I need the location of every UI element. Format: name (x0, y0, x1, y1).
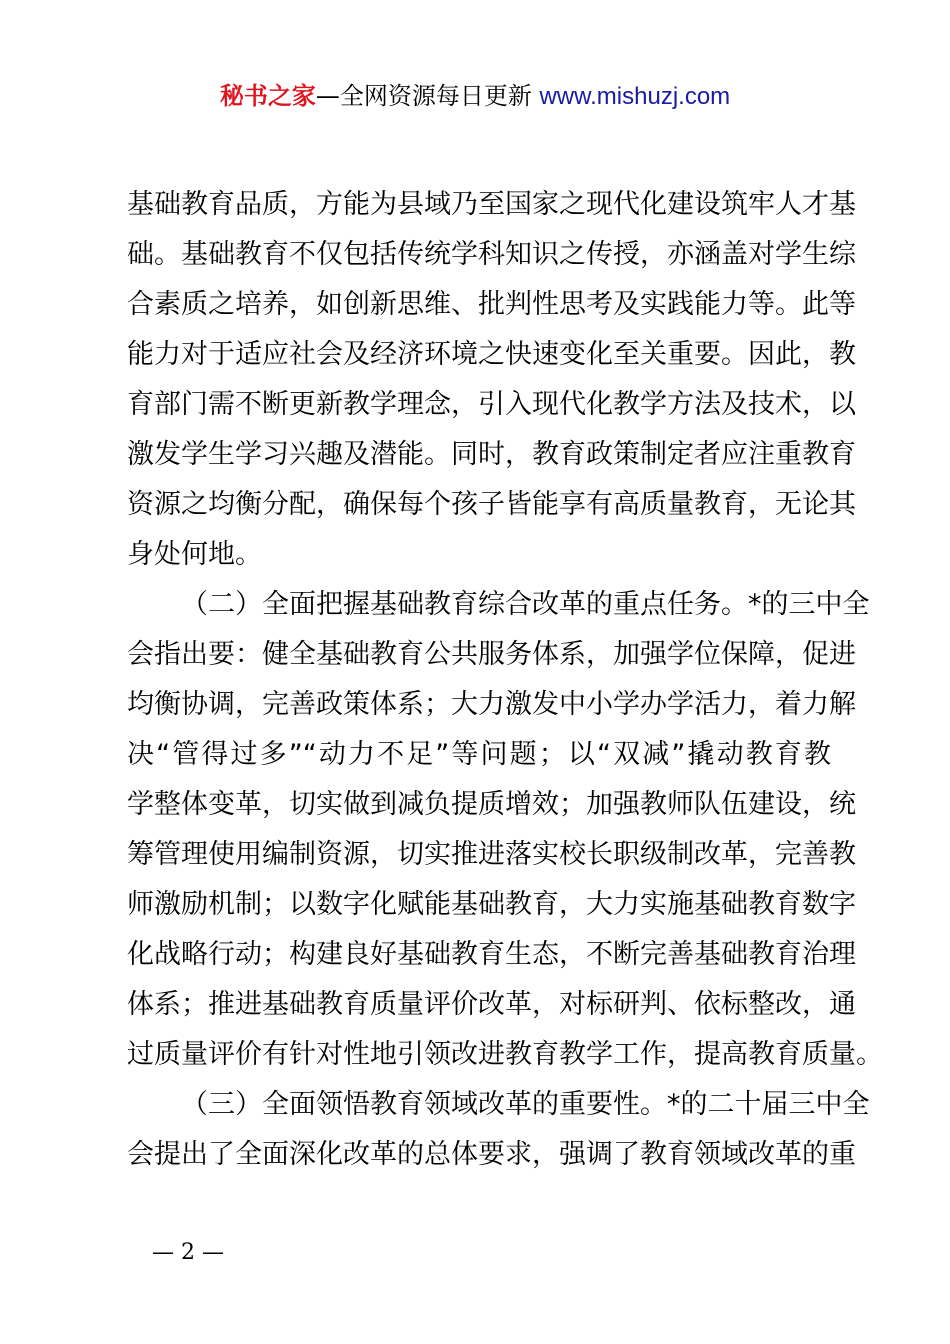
paragraph-3 (127, 1080, 870, 1180)
page-number: — 2 — (152, 1240, 224, 1265)
text-line: 筹管理使用编制资源，切实推进落实校长职级制改革，完善教 (127, 839, 856, 870)
text-line: （三）全面领悟教育领域改革的重要性。*的二十届三中全 (181, 1089, 870, 1120)
text-line: 均衡协调，完善政策体系；大力激发中小学办学活力，着力解 (127, 689, 856, 720)
document-body (127, 180, 883, 1180)
paragraph-1 (127, 180, 856, 580)
text-line: 资源之均衡分配，确保每个孩子皆能享有高质量教育，无论其 (127, 489, 856, 520)
text-line: 师激励机制；以数字化赋能基础教育，大力实施基础教育数字 (127, 889, 856, 920)
text-line: 过质量评价有针对性地引领改进教育教学工作，提高教育质量。 (127, 1039, 883, 1070)
text-line: 能力对于适应社会及经济环境之快速变化至关重要。因此，教 (127, 339, 856, 370)
text-line: 体系；推进基础教育质量评价改革，对标研判、依标整改，通 (127, 989, 856, 1020)
text-line: 合素质之培养，如创新思维、批判性思考及实践能力等。此等 (127, 289, 856, 320)
text-line: 学整体变革，切实做到减负提质增效；加强教师队伍建设，统 (127, 789, 856, 820)
text-line: 激发学生学习兴趣及潜能。同时，教育政策制定者应注重教育 (127, 439, 856, 470)
site-brand: 秘书之家 (219, 82, 316, 110)
text-line: （二）全面把握基础教育综合改革的重点任务。*的三中全 (181, 589, 870, 620)
text-line: 决“管得过多”“动力不足”等问题；以“双减”撬动教育教 (127, 739, 831, 770)
text-line: 身处何地。 (127, 539, 262, 570)
text-line: 础。基础教育不仅包括传统学科知识之传授，亦涵盖对学生综 (127, 239, 856, 270)
site-url-link[interactable]: www.mishuzj.com (539, 83, 731, 110)
site-header-banner (0, 78, 950, 115)
site-slogan: —全网资源每日更新 (315, 82, 540, 110)
text-line: 会指出要：健全基础教育公共服务体系，加强学位保障，促进 (127, 639, 856, 670)
text-line: 化战略行动；构建良好基础教育生态，不断完善基础教育治理 (127, 939, 856, 970)
text-line: 基础教育品质，方能为县域乃至国家之现代化建设筑牢人才基 (127, 189, 856, 220)
text-line: 育部门需不断更新教学理念，引入现代化教学方法及技术，以 (127, 389, 856, 420)
paragraph-2 (127, 580, 883, 1080)
text-line: 会提出了全面深化改革的总体要求，强调了教育领域改革的重 (127, 1139, 856, 1170)
